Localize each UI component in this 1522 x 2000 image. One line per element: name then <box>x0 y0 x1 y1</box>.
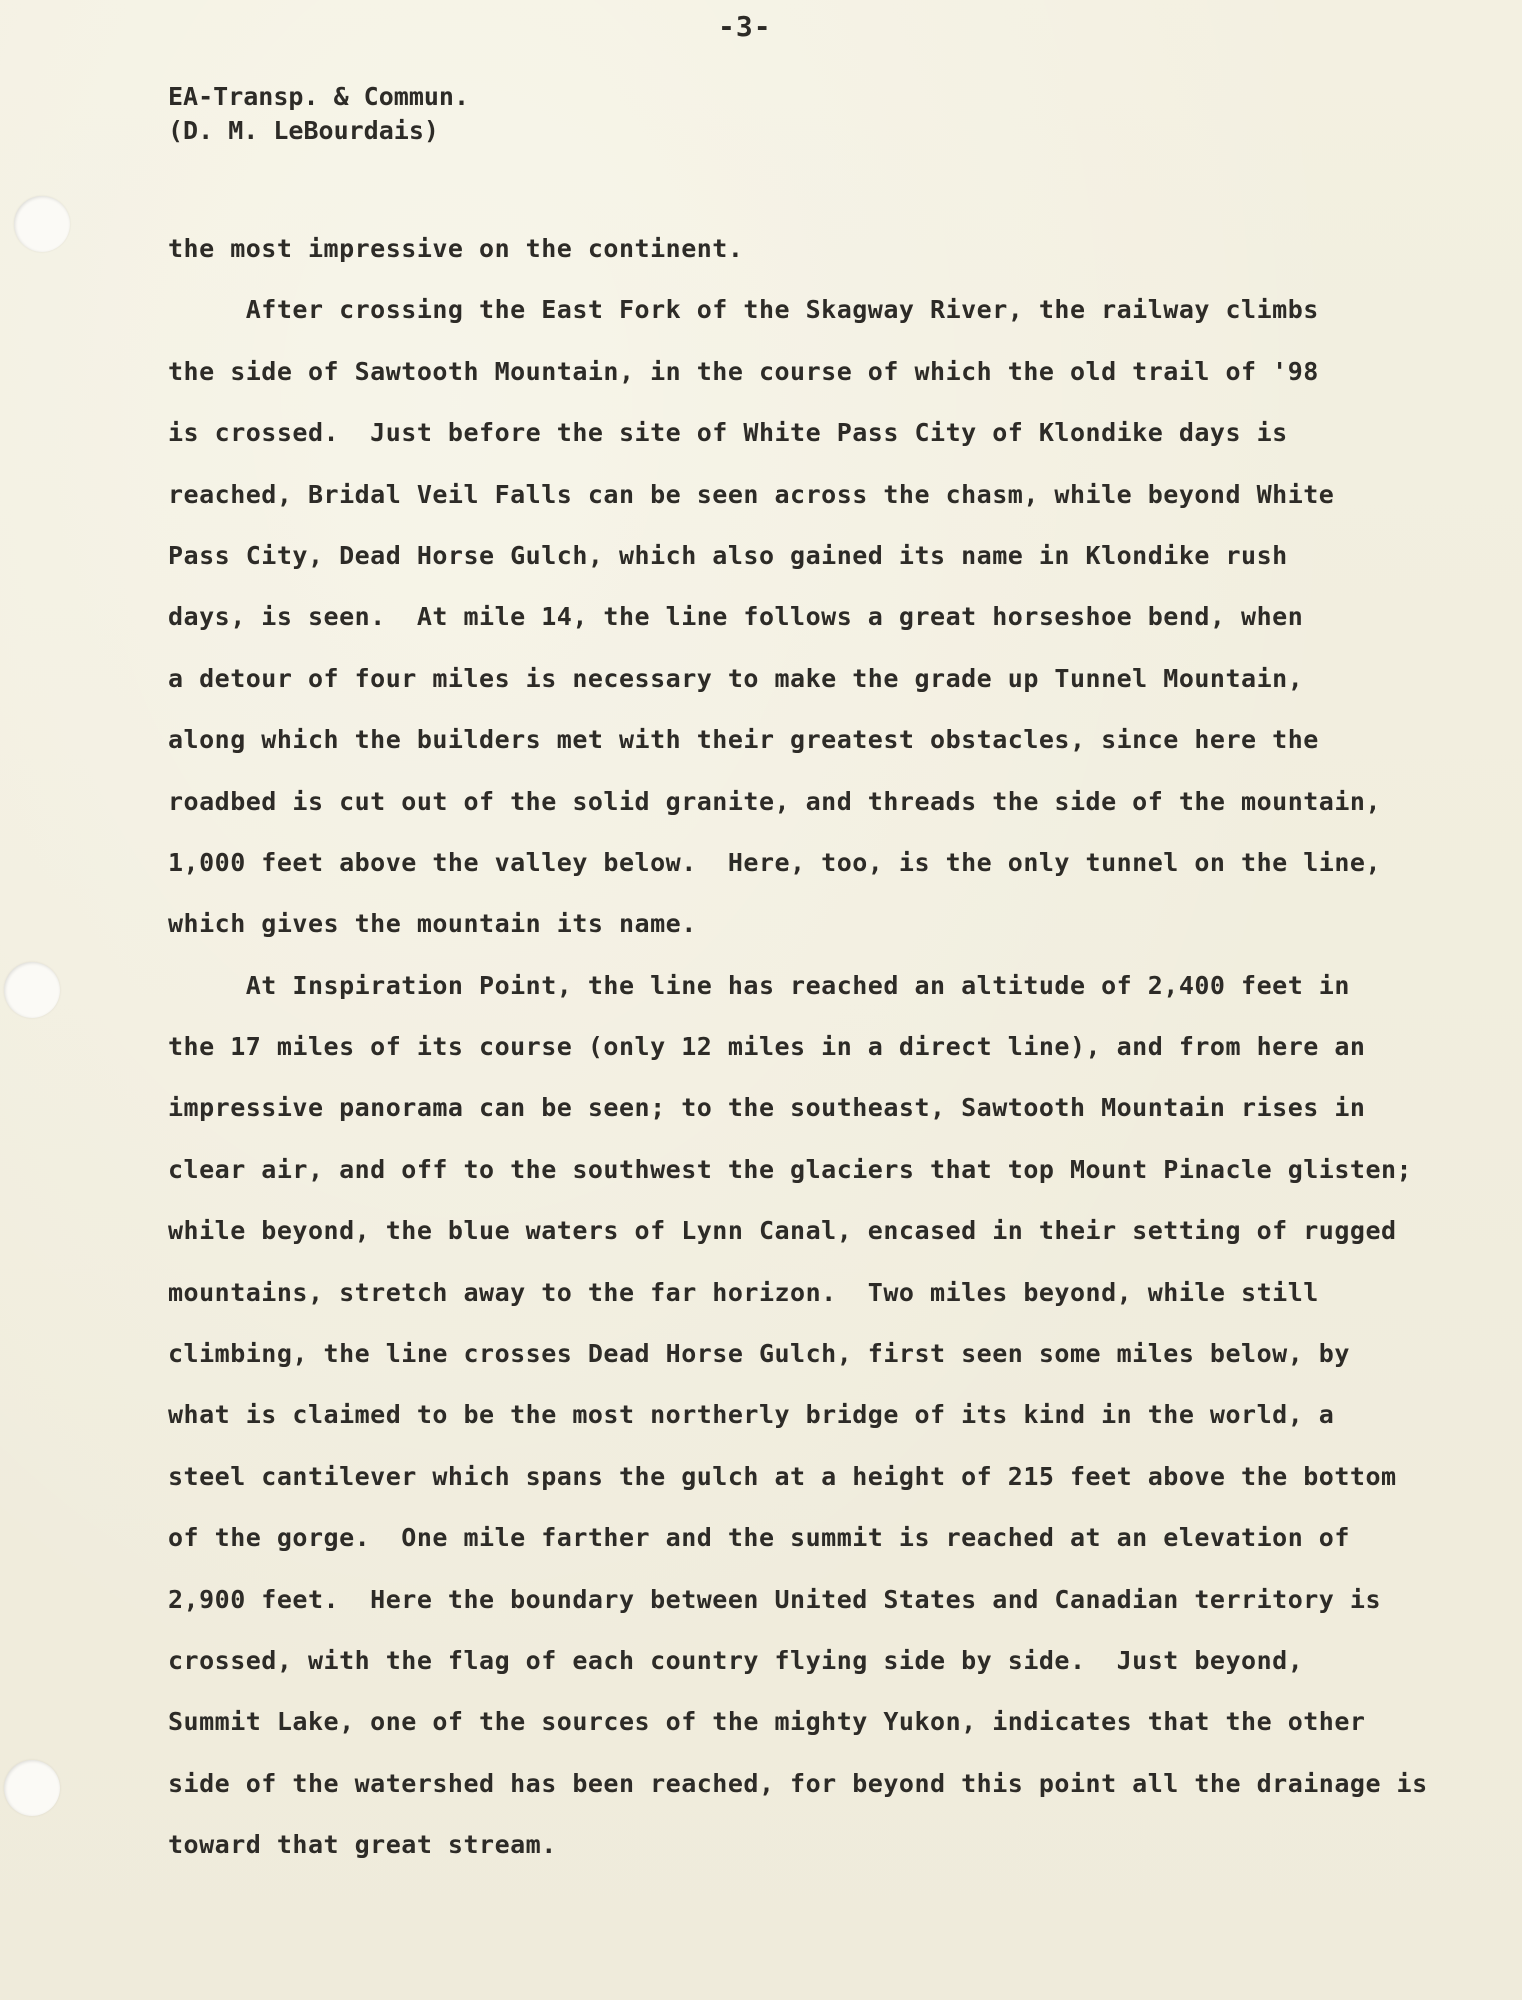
body-line: the most impressive on the continent. <box>168 234 744 263</box>
punch-hole-bottom <box>4 1760 60 1816</box>
body-line: steel cantilever which spans the gulch at a height of 215 feet above the bottom <box>168 1461 1397 1491</box>
header-line-author: (D. M. LeBourdais) <box>168 116 439 145</box>
body-line: is crossed. Just before the site of White Pass City of Klondike days is <box>168 418 1288 448</box>
body-line: Pass City, Dead Horse Gulch, which also gained its name in Klondike rush <box>168 540 1288 570</box>
body-line: climbing, the line crosses Dead Horse Gulch, first seen some miles below, by <box>168 1339 1350 1369</box>
body-line: along which the builders met with their greatest obstacles, since here the <box>168 725 1319 755</box>
body-line: Summit Lake, one of the sources of the mighty Yukon, indicates that the other <box>168 1707 1366 1737</box>
body-line: the 17 miles of its course (only 12 miles in a direct line), and from here an <box>168 1032 1366 1062</box>
body-line: what is claimed to be the most northerly bridge of its kind in the world, a <box>168 1400 1335 1430</box>
body-line: mountains, stretch away to the far horizon. Two miles beyond, while still <box>168 1277 1319 1307</box>
body-line: days, is seen. At mile 14, the line follows a great horseshoe bend, when <box>168 602 1304 632</box>
body-line: which gives the mountain its name. <box>168 909 697 939</box>
header-line-subject: EA-Transp. & Commun. <box>168 82 470 111</box>
body-line: 2,900 feet. Here the boundary between United States and Canadian territory is <box>168 1584 1381 1614</box>
body-line: roadbed is cut out of the solid granite, and threads the side of the mountain, <box>168 786 1381 816</box>
page-number: -3- <box>718 10 772 43</box>
body-line: toward that great stream. <box>168 1830 557 1860</box>
document-header <box>168 80 469 148</box>
body-line: while beyond, the blue waters of Lynn Canal, encased in their setting of rugged <box>168 1216 1397 1246</box>
body-line: reached, Bridal Veil Falls can be seen across the chasm, while beyond White <box>168 479 1335 509</box>
body-line: clear air, and off to the southwest the glaciers that top Mount Pinacle glisten; <box>168 1154 1413 1184</box>
body-line: After crossing the East Fork of the Skagway River, the railway climbs <box>168 295 1319 325</box>
body-line: a detour of four miles is necessary to make the grade up Tunnel Mountain, <box>168 663 1304 693</box>
body-line: the side of Sawtooth Mountain, in the course of which the old trail of '98 <box>168 356 1319 386</box>
body-text <box>168 218 1428 1876</box>
body-line: impressive panorama can be seen; to the southeast, Sawtooth Mountain rises in <box>168 1093 1366 1123</box>
body-line: crossed, with the flag of each country flying side by side. Just beyond, <box>168 1645 1304 1675</box>
body-line: of the gorge. One mile farther and the summit is reached at an elevation of <box>168 1523 1350 1553</box>
body-line: 1,000 feet above the valley below. Here, too, is the only tunnel on the line, <box>168 847 1381 877</box>
punch-hole-middle <box>4 962 60 1018</box>
body-line: side of the watershed has been reached, for beyond this point all the drainage is <box>168 1768 1428 1798</box>
punch-hole-top <box>14 196 70 252</box>
body-line: At Inspiration Point, the line has reached an altitude of 2,400 feet in <box>168 970 1350 1000</box>
